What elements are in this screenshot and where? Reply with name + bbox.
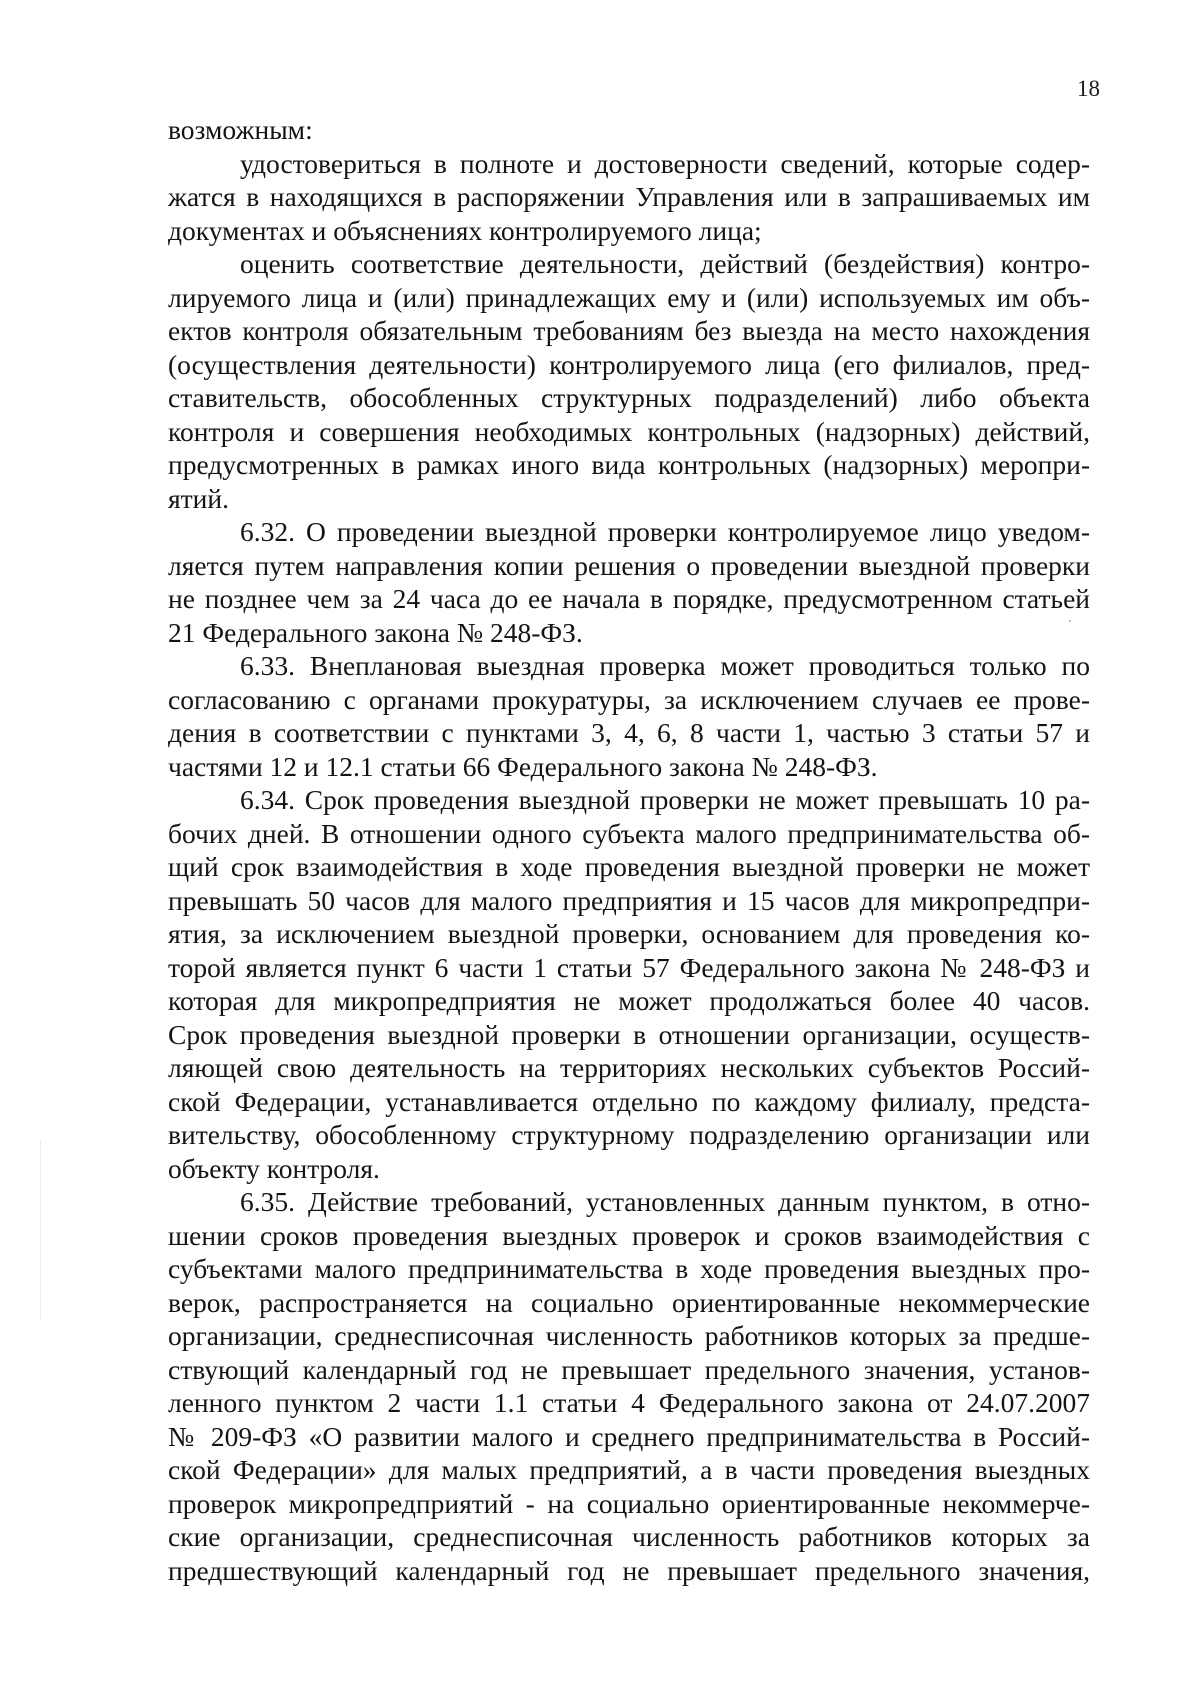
- text-line: контроля и совершения необходимых контрольных (надзорных) действий,: [168, 415, 1090, 447]
- text-line: организации, среднесписочная численность работников которых за предше-: [168, 1320, 1090, 1351]
- text-line: предшествующий календарный год не превышает предельного значения,: [168, 1554, 1090, 1586]
- text-line: лируемого лица и (или) принадлежащих ему и (или) используемых им объ-: [168, 281, 1090, 313]
- text-line: ятий.: [168, 482, 229, 514]
- text-line: ские организации, среднесписочная численность работников которых за: [168, 1521, 1090, 1552]
- text-line: ствующий календарный год не превышает предельного значения, установ-: [168, 1353, 1090, 1385]
- text-line: возможным:: [168, 114, 313, 145]
- text-line: вительству, обособленному структурному подразделению организации или: [168, 1119, 1090, 1150]
- text-line: 6.34. Срок проведения выездной проверки не может превышать 10 ра-: [240, 784, 1090, 815]
- text-line: ляющей свою деятельность на территориях нескольких субъектов Россий-: [168, 1052, 1090, 1083]
- text-line: 6.33. Внеплановая выездная проверка может проводиться только по: [240, 650, 1090, 681]
- text-line: ектов контроля обязательным требованиям без выезда на место нахождения: [168, 315, 1090, 346]
- text-line: ской Федерации, устанавливается отдельно по каждому филиалу, предста-: [168, 1085, 1090, 1117]
- text-line: согласованию с органами прокуратуры, за исключением случаев ее прове-: [168, 683, 1090, 715]
- text-line: Срок проведения выездной проверки в отношении организации, осуществ-: [168, 1018, 1090, 1050]
- scan-speck: [1069, 620, 1071, 622]
- text-line: ставительств, обособленных структурных подразделений) либо объекта: [168, 382, 1090, 413]
- text-line: оценить соответствие деятельности, действий (бездействия) контро-: [240, 248, 1090, 279]
- text-line: жатся в находящихся в распоряжении Управления или в запрашиваемых им: [168, 181, 1090, 212]
- text-line: предусмотренных в рамках иного вида контрольных (надзорных) меропри-: [168, 449, 1090, 480]
- body-text: [168, 113, 1090, 1587]
- text-line: удостовериться в полноте и достоверности сведений, которые содер-: [240, 147, 1090, 179]
- text-line: ятия, за исключением выездной проверки, основанием для проведения ко-: [168, 918, 1090, 949]
- text-line: объекту контроля.: [168, 1152, 380, 1184]
- text-line: которая для микропредприятия не может продолжаться более 40 часов.: [168, 985, 1090, 1016]
- text-line: ленного пунктом 2 части 1.1 статьи 4 Федерального закона от 24.07.2007: [168, 1387, 1090, 1418]
- text-line: документах и объяснениях контролируемого лица;: [168, 214, 762, 246]
- text-line: бочих дней. В отношении одного субъекта малого предпринимательства об-: [168, 817, 1090, 849]
- text-line: (осуществления деятельности) контролируемого лица (его филиалов, пред-: [168, 348, 1090, 380]
- text-line: торой является пункт 6 части 1 статьи 57 Федерального закона № 248-ФЗ и: [168, 951, 1090, 983]
- scan-margin-shadow: [40, 1140, 41, 1320]
- text-line: дения в соответствии с пунктами 3, 4, 6, 8 части 1, частью 3 статьи 57 и: [168, 717, 1090, 748]
- text-line: ской Федерации» для малых предприятий, а в части проведения выездных: [168, 1454, 1090, 1485]
- page-number: 18: [1077, 76, 1100, 101]
- text-line: 6.32. О проведении выездной проверки контролируемое лицо уведом-: [240, 516, 1090, 547]
- text-line: № 209-ФЗ «О развитии малого и среднего предпринимательства в Россий-: [168, 1420, 1090, 1452]
- text-line: субъектами малого предпринимательства в ходе проведения выездных про-: [168, 1253, 1090, 1284]
- text-line: не позднее чем за 24 часа до ее начала в порядке, предусмотренном статьей: [168, 583, 1090, 614]
- text-line: щий срок взаимодействия в ходе проведения выездной проверки не может: [168, 851, 1090, 882]
- text-line: проверок микропредприятий - на социально ориентированные некоммерче-: [168, 1487, 1090, 1519]
- text-line: верок, распространяется на социально ориентированные некоммерческие: [168, 1286, 1090, 1318]
- text-line: 21 Федерального закона № 248-ФЗ.: [168, 616, 583, 648]
- text-line: частями 12 и 12.1 статьи 66 Федерального закона № 248-ФЗ.: [168, 750, 878, 782]
- text-line: 6.35. Действие требований, установленных данным пунктом, в отно-: [240, 1186, 1090, 1217]
- text-line: превышать 50 часов для малого предприятия и 15 часов для микропредпри-: [168, 884, 1090, 916]
- text-line: шении сроков проведения выездных проверок и сроков взаимодействия с: [168, 1219, 1090, 1251]
- text-line: ляется путем направления копии решения о проведении выездной проверки: [168, 549, 1090, 581]
